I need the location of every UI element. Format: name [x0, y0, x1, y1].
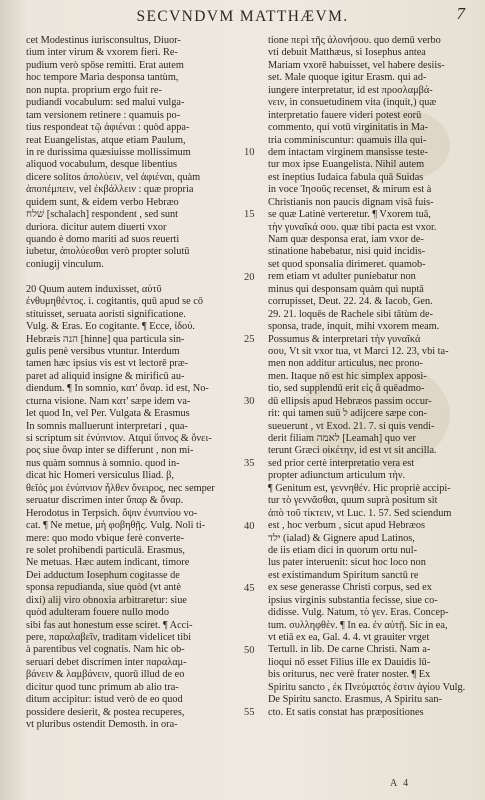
line-number: 35 — [244, 458, 255, 470]
text-line: est , hoc verbum , sicut apud Hebræos — [268, 520, 425, 532]
text-line: ילד (ialad) & Gignere apud Latinos, — [268, 532, 415, 544]
text-line — [26, 271, 232, 283]
text-line: tria comminiscuntur: quamuis illa qui- — [268, 134, 427, 146]
text-line: cet Modestinus iurisconsultus, Diuor- — [26, 35, 181, 46]
text-line: quando è domo mariti ad suos reuerti — [26, 234, 180, 245]
text-line: derit filiam לאמה [Leamah] quo ver — [268, 433, 416, 444]
text-line: Dei adductum Iosephum cogitasse de — [26, 569, 180, 581]
text-line: ἀποπέμπειν, vel ἐκβάλλειν : quæ propria — [26, 184, 194, 196]
right-text-column — [268, 35, 474, 719]
text-line: vti debuit Matthæus, si Iosephus antea — [268, 47, 426, 59]
text-line: corrupisset, Deut. 22. 24. & Iacob, Gen. — [268, 296, 433, 308]
text-line: ditum accipitur: istud verò de eo quod — [26, 694, 183, 706]
text-line: ρος siue ὄναρ inter se differunt , non mi- — [26, 445, 194, 457]
text-line: ἀπὸ τοῦ τίκτειν, vt Luc. 1. 57. Sed sciendum — [268, 507, 452, 519]
text-line: sueuerunt , vt Exod. 21. 7. si quis vendi- — [268, 420, 435, 432]
text-line: cat. ¶ Ne metue, μὴ φοβηθῇς. Vulg. Noli ti- — [26, 520, 206, 532]
text-line: θεῖός μοι ἐνύπνιον ἦλθεν ὄνειρος, nec semper — [26, 482, 215, 494]
text-line: minus qui desponsam quàm qui nuptā — [268, 283, 424, 295]
text-line: tur τὸ γεννᾶσθαι, quum suprà positum sit — [268, 495, 438, 507]
text-line: sponsa repudianda, siue quòd (vt antè — [26, 582, 181, 594]
text-line: dū ellipsis apud Hebræos passim occur- — [268, 395, 432, 407]
line-number: 15 — [244, 209, 255, 221]
text-line: σου, Vt sit vxor tua, vt Marci 12. 23, vbi ta- — [268, 345, 449, 357]
text-line: vt pluribus ostendit Demosth. in ora- — [26, 719, 178, 731]
text-line: tum. συλληφθὲν. ¶ In ea. ἐν αὐτῇ. Sic in ea, — [268, 619, 448, 631]
text-line: 29. 21. loquēs de Rachele sibi tātùm de- — [268, 308, 433, 320]
text-line: est existimandum Spiritum sanctū re — [268, 569, 419, 581]
text-line: cturna visione. Nam κατ' sæpe idem va- — [26, 395, 191, 407]
text-line: dixi) alij viro obnoxia arbitraretur: siue — [26, 594, 187, 606]
text-line: Hebræis הנה [hinne] qua particula sin- — [26, 333, 185, 345]
text-line: pudium verò spōse remitti. Erat autem — [26, 59, 184, 71]
text-line: Christianis non paucis dignam visā fuis- — [268, 196, 434, 208]
text-line: vt etiā ex ea, Gal. 4. 4. vt grauiter vrget — [268, 632, 430, 643]
text-line: שׁלח [schalach] respondent , sed sunt — [26, 209, 179, 221]
text-line: rit: qui tamen suū ל adijcere sæpe con- — [268, 408, 427, 420]
text-line: set quod sponsalia dirimeret. quamob- — [268, 258, 426, 270]
text-line: lus pater interuenit: sicut hoc loco non — [268, 557, 426, 569]
text-line: cto. Et satis constat has præpositiones — [268, 706, 424, 718]
text-line: Spiritu sancto , ἐκ Πνεύματός ἐστιν ἁγίου Vulg. — [268, 681, 466, 693]
text-line: est ineptius Iudaica fabula quā Suidas — [268, 171, 424, 183]
text-line: hoc tempore Maria desponsa tantùm, — [26, 72, 179, 84]
text-line: gulis penè versibus vtuntur. Interdum — [26, 345, 180, 357]
text-line: men. Itaque nō est hic simplex apposi- — [268, 370, 427, 382]
line-number: 45 — [244, 582, 255, 594]
text-line: diendum. ¶ In somnio, κατ' ὄναρ. id est, No- — [26, 383, 209, 395]
line-number: 55 — [244, 707, 255, 719]
text-line: interpretatio fauere videri potest eorū — [268, 109, 422, 121]
text-line: sponsa, trade, inquit, mihi vxorem meam. — [268, 321, 440, 333]
text-line: quidem sunt, & eidem verbo Hebræo — [26, 196, 179, 208]
text-line: in voce Ἰησοῦς recenset, & mirum est à — [268, 184, 432, 196]
text-line: tione περὶ τῆς ἀλονήσου. quo demū verbo — [268, 35, 441, 46]
text-line: dem intactam virginem mansisse teste- — [268, 146, 428, 158]
left-text-column — [26, 35, 232, 732]
text-line: iungere interpretatur, id est προσλαμβά- — [268, 84, 433, 96]
text-line: in re durissima quæsiuisse mollissimum — [26, 146, 191, 158]
text-line: νειν, in consuetudinem vita (inquit,) quæ — [268, 97, 437, 109]
page-number: 7 — [456, 4, 465, 23]
text-line: non nupta. proprium ergo fuit re- — [26, 84, 162, 96]
text-line: sed prior certè interpretatio vera est — [268, 457, 415, 469]
text-line: τὴν γυναῖκά σου. quæ tibi pacta est vxor. — [268, 221, 437, 233]
text-line: tur mox ipse Euangelista. Nihil autem — [268, 159, 425, 171]
text-line: seruatur discrimen inter ὕπαρ & ὄναρ. — [26, 495, 184, 507]
text-line: de iis etiam dici in quorum ortu nul- — [268, 544, 417, 556]
text-line: dicitur quod tunc primum ab alio tra- — [26, 681, 179, 693]
text-line: se quæ Latinè verteretur. ¶ Vxorem tuā, — [268, 209, 431, 221]
text-line: ipsius virginis substantia fecisse, siue co- — [268, 594, 438, 606]
text-line: Vulg. & Eras. Eo cogitante. ¶ Ecce, ἰδού. — [26, 321, 195, 333]
text-line: pere, παραλαβεῖν, traditam videlicet tibi — [26, 632, 192, 643]
text-line: 20 Quum autem induxisset, αὐτῦ — [26, 283, 162, 295]
text-line: ¶ Genitum est, γεννηθέν. Hic propriè accipi- — [268, 482, 451, 494]
text-line: dicere solitos ἀπολύειν, vel ἀφιέναι, quàm — [26, 171, 201, 183]
text-line: tius respondeat τῷ ἀφιέναι : quòd appa- — [26, 122, 190, 134]
text-line: nus quàm somnus à somnio. quod in- — [26, 457, 180, 469]
text-line: tam versionem retinere : quamuis po- — [26, 109, 181, 121]
text-line: men non additur articulus, nec prono- — [268, 358, 423, 370]
text-line: duriora. dicitur autem diuerti vxor — [26, 221, 167, 233]
text-line: Nam quæ desponsa erat, iam vxor de- — [268, 234, 424, 245]
text-line: Possumus & interpretari τὴν γυναῖκά — [268, 333, 421, 345]
text-line: sibi fas aut honestum esse sciret. ¶ Acci- — [26, 619, 193, 631]
text-line: stinatione habebatur, nisi quid incidis- — [268, 246, 426, 258]
text-line: let quod In, vel Per. Vulgata & Erasmus — [26, 408, 190, 420]
text-line: dicat hic Homeri versiculus Iliad. β, — [26, 470, 174, 482]
text-line: didisse. Vulg. Natum, τὸ γεν. Eras. Concep- — [268, 607, 449, 619]
text-line: mere: quo modo vbique ferè converte- — [26, 532, 185, 544]
text-line: quòd adulteram fouere nullo modo — [26, 607, 169, 619]
text-line: à parentibus vel cognatis. Nam hic ob- — [26, 644, 185, 656]
text-line: rem etiam vt adulter puniebatur non — [268, 271, 416, 283]
running-title: SECVNDVM MATTHÆVM. — [136, 8, 349, 25]
text-line: Herodotus in Terpsich. ὄψιν ἐνυπνίου vo- — [26, 507, 198, 519]
text-line: lioqui nō esset Filius ille ex Dauidis lū- — [268, 656, 431, 668]
text-line: tio, sed supplendū erit εἰς ἃ quēadmo- — [268, 383, 425, 395]
text-line: tamen hæc ipsius vis est vt lectorē præ- — [26, 358, 189, 370]
line-number: 25 — [244, 333, 255, 345]
text-line: Tertull. in lib. De carne Christi. Nam a- — [268, 644, 431, 656]
line-number: 20 — [244, 271, 255, 283]
text-line: De Spiritu sancto. Erasmus, A Spiritu san- — [268, 694, 442, 706]
text-line: propter adiunctum articulum τὴν. — [268, 470, 406, 482]
text-line: ἐνθυμηθέντος. i. cogitantis, quū apud se cō — [26, 296, 204, 308]
text-line: βάνειν & λαμβάνειν, quorū illud de eo — [26, 669, 185, 681]
text-line: tium inter virum & vxorem fieri. Re- — [26, 47, 178, 59]
text-line: si scriptum sit ἐνύπνιον. Atqui ὕπνος & ὄνει- — [26, 433, 212, 444]
text-line: aliquod vocabulum, desque libentius — [26, 159, 177, 171]
text-line: Ne metuas. Hæc autem indicant, timore — [26, 557, 190, 569]
line-number: 30 — [244, 396, 255, 408]
text-line: terunt Græci οἰκέτην, id est vt sit ancilla. — [268, 445, 437, 457]
text-line: iubetur, ἀπολύεσθαι verò propter solutū — [26, 246, 190, 258]
text-line: pudiandi vocabulum: sed malui vulga- — [26, 97, 185, 109]
text-line: set. Male quoque igitur Erasm. qui ad- — [268, 72, 427, 84]
text-line: stituisset, seruata aoristi significatione. — [26, 308, 186, 320]
text-line: commento, qui votū virginitatis in Ma- — [268, 122, 428, 134]
line-number: 50 — [244, 645, 255, 657]
text-line: seruari debet discrimen inter παραλαμ- — [26, 656, 187, 668]
line-number: 10 — [244, 147, 255, 159]
line-number: 40 — [244, 520, 255, 532]
text-line: reat Euangelistas, atque etiam Paulum, — [26, 134, 186, 146]
text-line: coniugij vinculum. — [26, 258, 104, 270]
text-line: ex sese generasse Christi corpus, sed ex — [268, 582, 432, 594]
signature-mark: A 4 — [390, 778, 411, 789]
text-line: Mariam vxorē habuisset, vel habere desiis- — [268, 59, 445, 71]
text-line: In somnis malluerunt interpretari , qua- — [26, 420, 188, 432]
text-line: re solet prohibendi particulā. Erasmus, — [26, 544, 185, 556]
text-line: bis oriturus, nec verè frater noster. ¶ Ex — [268, 669, 431, 681]
text-line: possidere desierit, & postea recuperes, — [26, 706, 185, 718]
text-line: paret ad aliquid insigne & mirificū au- — [26, 370, 185, 382]
